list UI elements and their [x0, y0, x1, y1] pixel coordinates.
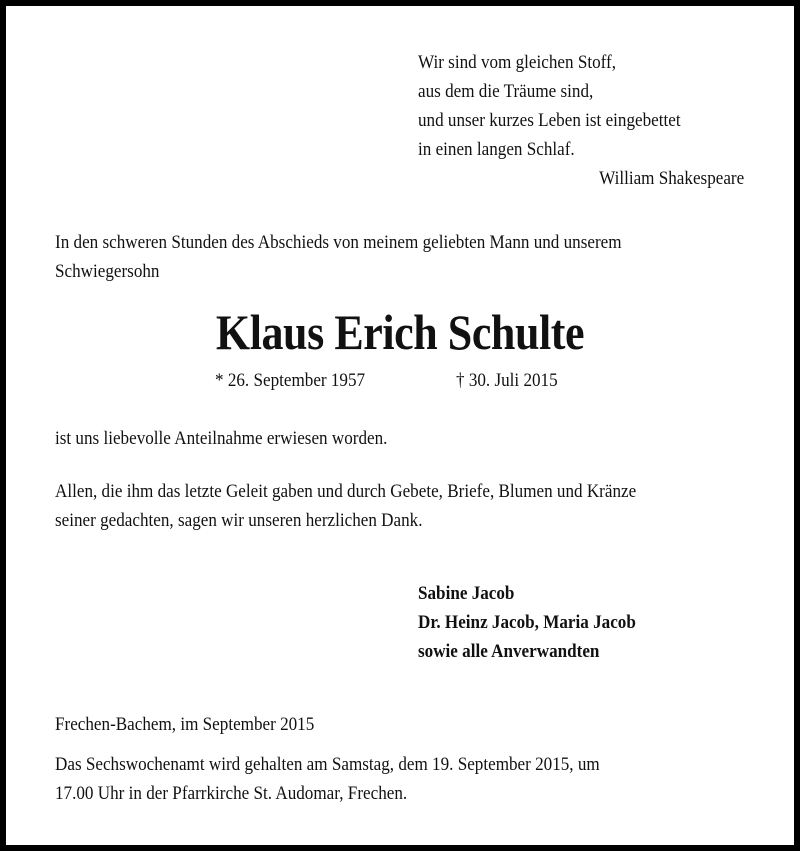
death-date: † 30. Juli 2015 — [456, 370, 558, 391]
signatory: sowie alle Anverwandten — [418, 641, 600, 662]
deceased-name: Klaus Erich Schulte — [215, 304, 585, 360]
quote-author: William Shakespeare — [598, 168, 744, 189]
intro-line: In den schweren Stunden des Abschieds von meinem geliebten Mann und unserem — [55, 232, 622, 253]
quote-line: Wir sind vom gleichen Stoff, — [418, 52, 616, 73]
thanks-line: Allen, die ihm das letzte Geleit gaben und durch Gebete, Briefe, Blumen und Kränze — [55, 481, 637, 502]
quote-line: aus dem die Träume sind, — [418, 81, 594, 102]
signatory: Sabine Jacob — [418, 583, 515, 604]
thanks-line: seiner gedachten, sagen wir unseren herzlichen Dank. — [55, 510, 423, 531]
service-line: Das Sechswochenamt wird gehalten am Samstag, dem 19. September 2015, um — [55, 754, 600, 775]
birth-date: * 26. September 1957 — [215, 370, 366, 391]
quote-line: in einen langen Schlaf. — [418, 139, 575, 160]
service-line: 17.00 Uhr in der Pfarrkirche St. Audomar, Frechen. — [55, 783, 408, 804]
obituary-notice — [6, 6, 794, 845]
quote-line: und unser kurzes Leben ist eingebettet — [418, 110, 681, 131]
signatory: Dr. Heinz Jacob, Maria Jacob — [418, 612, 636, 633]
intro-line: Schwiegersohn — [55, 261, 160, 282]
sympathy-text: ist uns liebevolle Anteilnahme erwiesen worden. — [55, 428, 388, 449]
place-date: Frechen-Bachem, im September 2015 — [55, 714, 315, 735]
